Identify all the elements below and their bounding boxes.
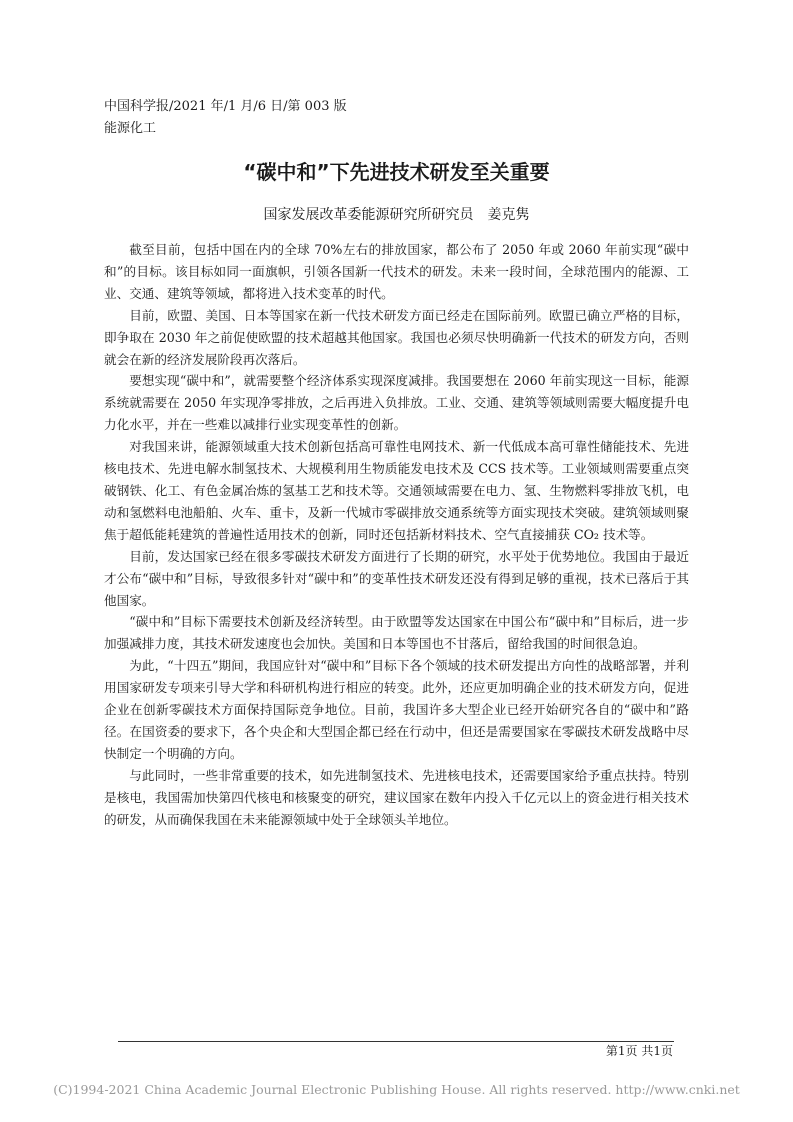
paragraph: 目前，欧盟、美国、日本等国家在新一代技术研发方面已经走在国际前列。欧盟已确立严格的目标，即争取在 2030 年之前促使欧盟的技术超越其他国家。我国也必须尽快明确新一代技术的研发方向，否则就会在新的经济发展阶段再次落后。 bbox=[104, 307, 689, 367]
page-number: 第1页 共1页 bbox=[605, 1044, 673, 1058]
paragraph: 与此同时，一些非常重要的技术，如先进制氢技术、先进核电技术，还需要国家给予重点扶持。特别是核电，我国需加快第四代核电和核聚变的研究，建议国家在数年内投入千亿元以上的资金进行相关技术的研发，从而确保我国在未来能源领域中处于全球领头羊地位。 bbox=[104, 767, 689, 827]
paragraph: 要想实现“碳中和”，就需要整个经济体系实现深度减排。我国要想在 2060 年前实现这一目标，能源系统就需要在 2050 年实现净零排放，之后再进入负排放。工业、交通、建筑等领域则需要大幅度提升电力化水平，并在一些难以减排行业实现变革性的创新。 bbox=[104, 373, 689, 433]
article-title: “碳中和”下先进技术研发至关重要 bbox=[243, 160, 550, 184]
paragraph: “碳中和”目标下需要技术创新及经济转型。由于欧盟等发达国家在中国公布“碳中和”目标后，进一步加强减排力度，其技术研发速度也会加快。美国和日本等国也不甘落后，留给我国的时间很急迫。 bbox=[104, 614, 689, 652]
section-label: 能源化工 bbox=[104, 121, 157, 136]
footer-divider bbox=[118, 1041, 674, 1042]
paragraph: 目前，发达国家已经在很多零碳技术研发方面进行了长期的研究，水平处于优势地位。我国由于最近才公布“碳中和”目标，导致很多针对“碳中和”的变革性技术研发还没有得到足够的重视，技术已落后于其他国家。 bbox=[104, 548, 689, 608]
paragraph: 为此，“十四五”期间，我国应针对“碳中和”目标下各个领域的技术研发提出方向性的战略部署，并利用国家研发专项来引导大学和科研机构进行相应的转变。此外，还应更加明确企业的技术研发方向，促进企业在创新零碳技术方面保持国际竞争地位。目前，我国许多大型企业已经开始研究各自的“碳中和”路径。在国资委的要求下，各个央企和大型国企都已经在行动中，但还是需要国家在零碳技术研发战略中尽快制定一个明确的方向。 bbox=[104, 658, 689, 761]
author-name: 姜克隽 bbox=[487, 207, 530, 223]
author-line bbox=[0, 204, 793, 226]
copyright-notice: (C)1994-2021 China Academic Journal Electronic Publishing House. All rights reserved. http://www.cnki.net bbox=[53, 1082, 740, 1097]
paragraph: 截至目前，包括中国在内的全球 70%左右的排放国家，都公布了 2050 年或 2060 年前实现“碳中和”的目标。该目标如同一面旗帜，引领各国新一代技术的研发。未来一段时间，全球范围内的能源、工业、交通、建筑等领域，都将进入技术变革的时代。 bbox=[104, 242, 689, 301]
paragraph: 对我国来讲，能源领域重大技术创新包括高可靠性电网技术、新一代低成本高可靠性储能技术、先进核电技术、先进电解水制氢技术、大规模利用生物质能发电技术及 CCS 技术等。工业领域则需要重点突破钢铁、化工、有色金属冶炼的氢基工艺和技术等。交通领域需要在电力、氢、生物燃料零排放飞机，电动和氢燃料电池船舶、火车、重卡，及新一代城市零碳排放交通系统等方面实现技术突破。建筑领域则聚焦于超低能耗建筑的普遍性适用技术的创新，同时还包括新材料技术、空气直接捕获 CO₂ 技术等。 bbox=[104, 439, 689, 542]
publication-source: 中国科学报/2021 年/1 月/6 日/第 003 版 bbox=[104, 99, 347, 114]
author-affiliation: 国家发展改革委能源研究所研究员 bbox=[263, 207, 474, 223]
article-header-meta bbox=[104, 96, 347, 140]
article-body bbox=[104, 239, 689, 830]
